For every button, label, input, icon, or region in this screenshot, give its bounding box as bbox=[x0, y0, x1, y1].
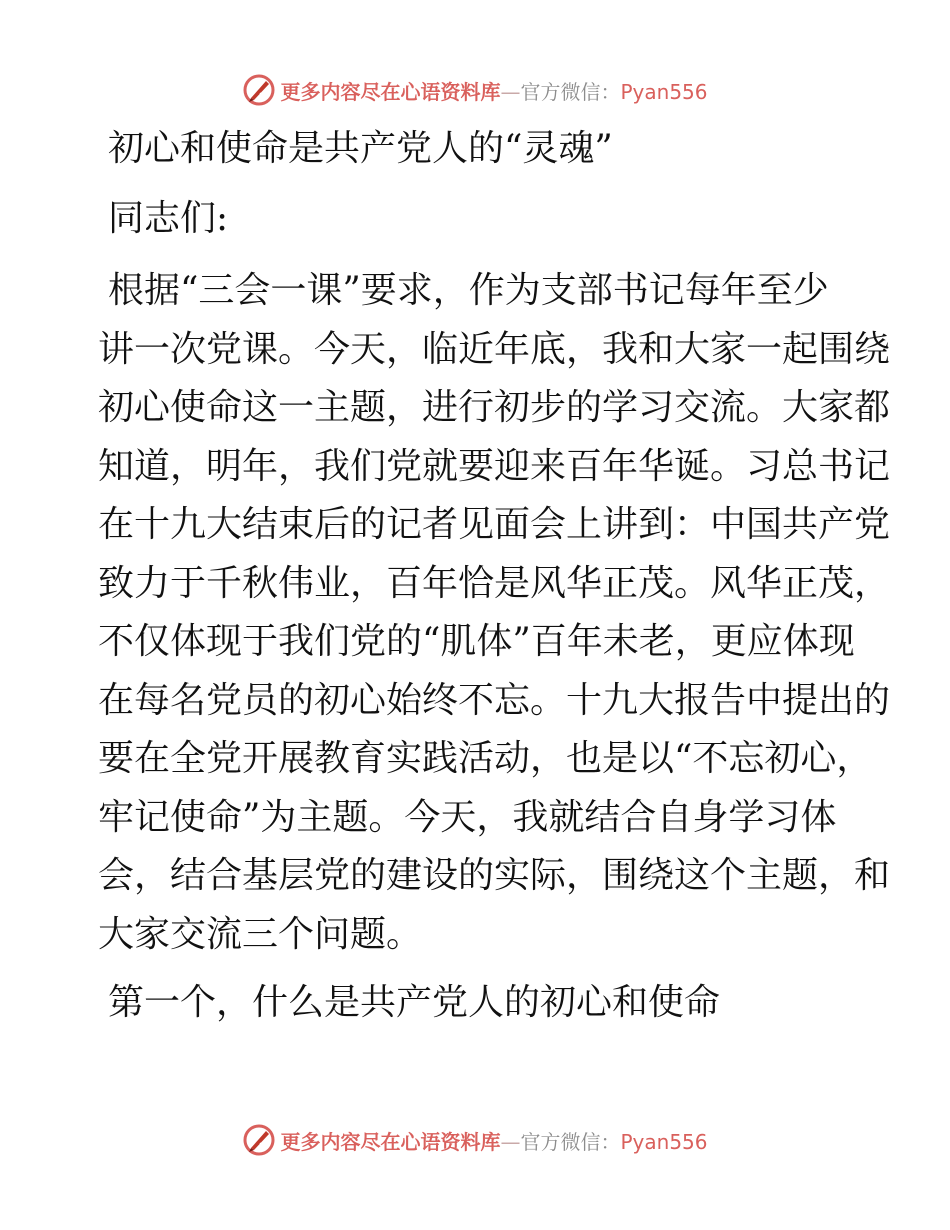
watermark-official-label: 官方微信： bbox=[520, 79, 621, 104]
section-heading: 第一个，什么是共产党人的初心和使命 bbox=[108, 982, 721, 1023]
watermark-dash: — bbox=[500, 79, 521, 104]
footer-watermark bbox=[0, 1120, 950, 1160]
watermark-handle: Pyan556 bbox=[620, 79, 708, 104]
paragraph-line: 牢记使命”为主题。今天，我就结合自身学习体 bbox=[98, 796, 837, 838]
paragraph-line: 知道，明年，我们党就要迎来百年华诞。习总书记 bbox=[98, 445, 891, 487]
watermark-site: 更多内容尽在心语资料库 bbox=[280, 79, 501, 104]
header-watermark bbox=[0, 70, 950, 110]
paragraph-line: 在十九大结束后的记者见面会上讲到：中国共产党 bbox=[98, 504, 891, 545]
paragraph-line: 会，结合基层党的建设的实际，围绕这个主题，和 bbox=[98, 855, 891, 896]
paragraph-line: 在每名党员的初心始终不忘。十九大报告中提出的 bbox=[98, 679, 891, 721]
watermark-text bbox=[280, 1126, 707, 1155]
paragraph-line: 致力于千秋伟业，百年恰是风华正茂。风华正茂， bbox=[98, 562, 891, 604]
quill-pen-logo-icon bbox=[242, 1123, 276, 1157]
quill-pen-logo-icon bbox=[242, 73, 276, 107]
document-body bbox=[98, 122, 891, 1030]
watermark-handle: Pyan556 bbox=[620, 1129, 708, 1154]
paragraph-line: 根据“三会一课”要求，作为支部书记每年至少 bbox=[108, 270, 829, 311]
body-paragraph bbox=[98, 262, 891, 964]
salutation: 同志们: bbox=[108, 198, 229, 239]
paragraph-line: 要在全党开展教育实践活动，也是以“不忘初心， bbox=[98, 738, 873, 779]
paragraph-line: 初心使命这一主题，进行初步的学习交流。大家都 bbox=[98, 387, 891, 428]
paragraph-line: 大家交流三个问题。 bbox=[98, 913, 423, 955]
document-title: 初心和使命是共产党人的“灵魂” bbox=[108, 128, 613, 169]
watermark-text bbox=[280, 76, 707, 105]
watermark-site: 更多内容尽在心语资料库 bbox=[280, 1129, 501, 1154]
paragraph-line: 不仅体现于我们党的“肌体”百年未老，更应体现 bbox=[98, 621, 855, 662]
paragraph-line: 讲一次党课。今天，临近年底，我和大家一起围绕 bbox=[98, 328, 891, 370]
watermark-dash: — bbox=[500, 1129, 521, 1154]
watermark-official-label: 官方微信： bbox=[520, 1129, 621, 1154]
